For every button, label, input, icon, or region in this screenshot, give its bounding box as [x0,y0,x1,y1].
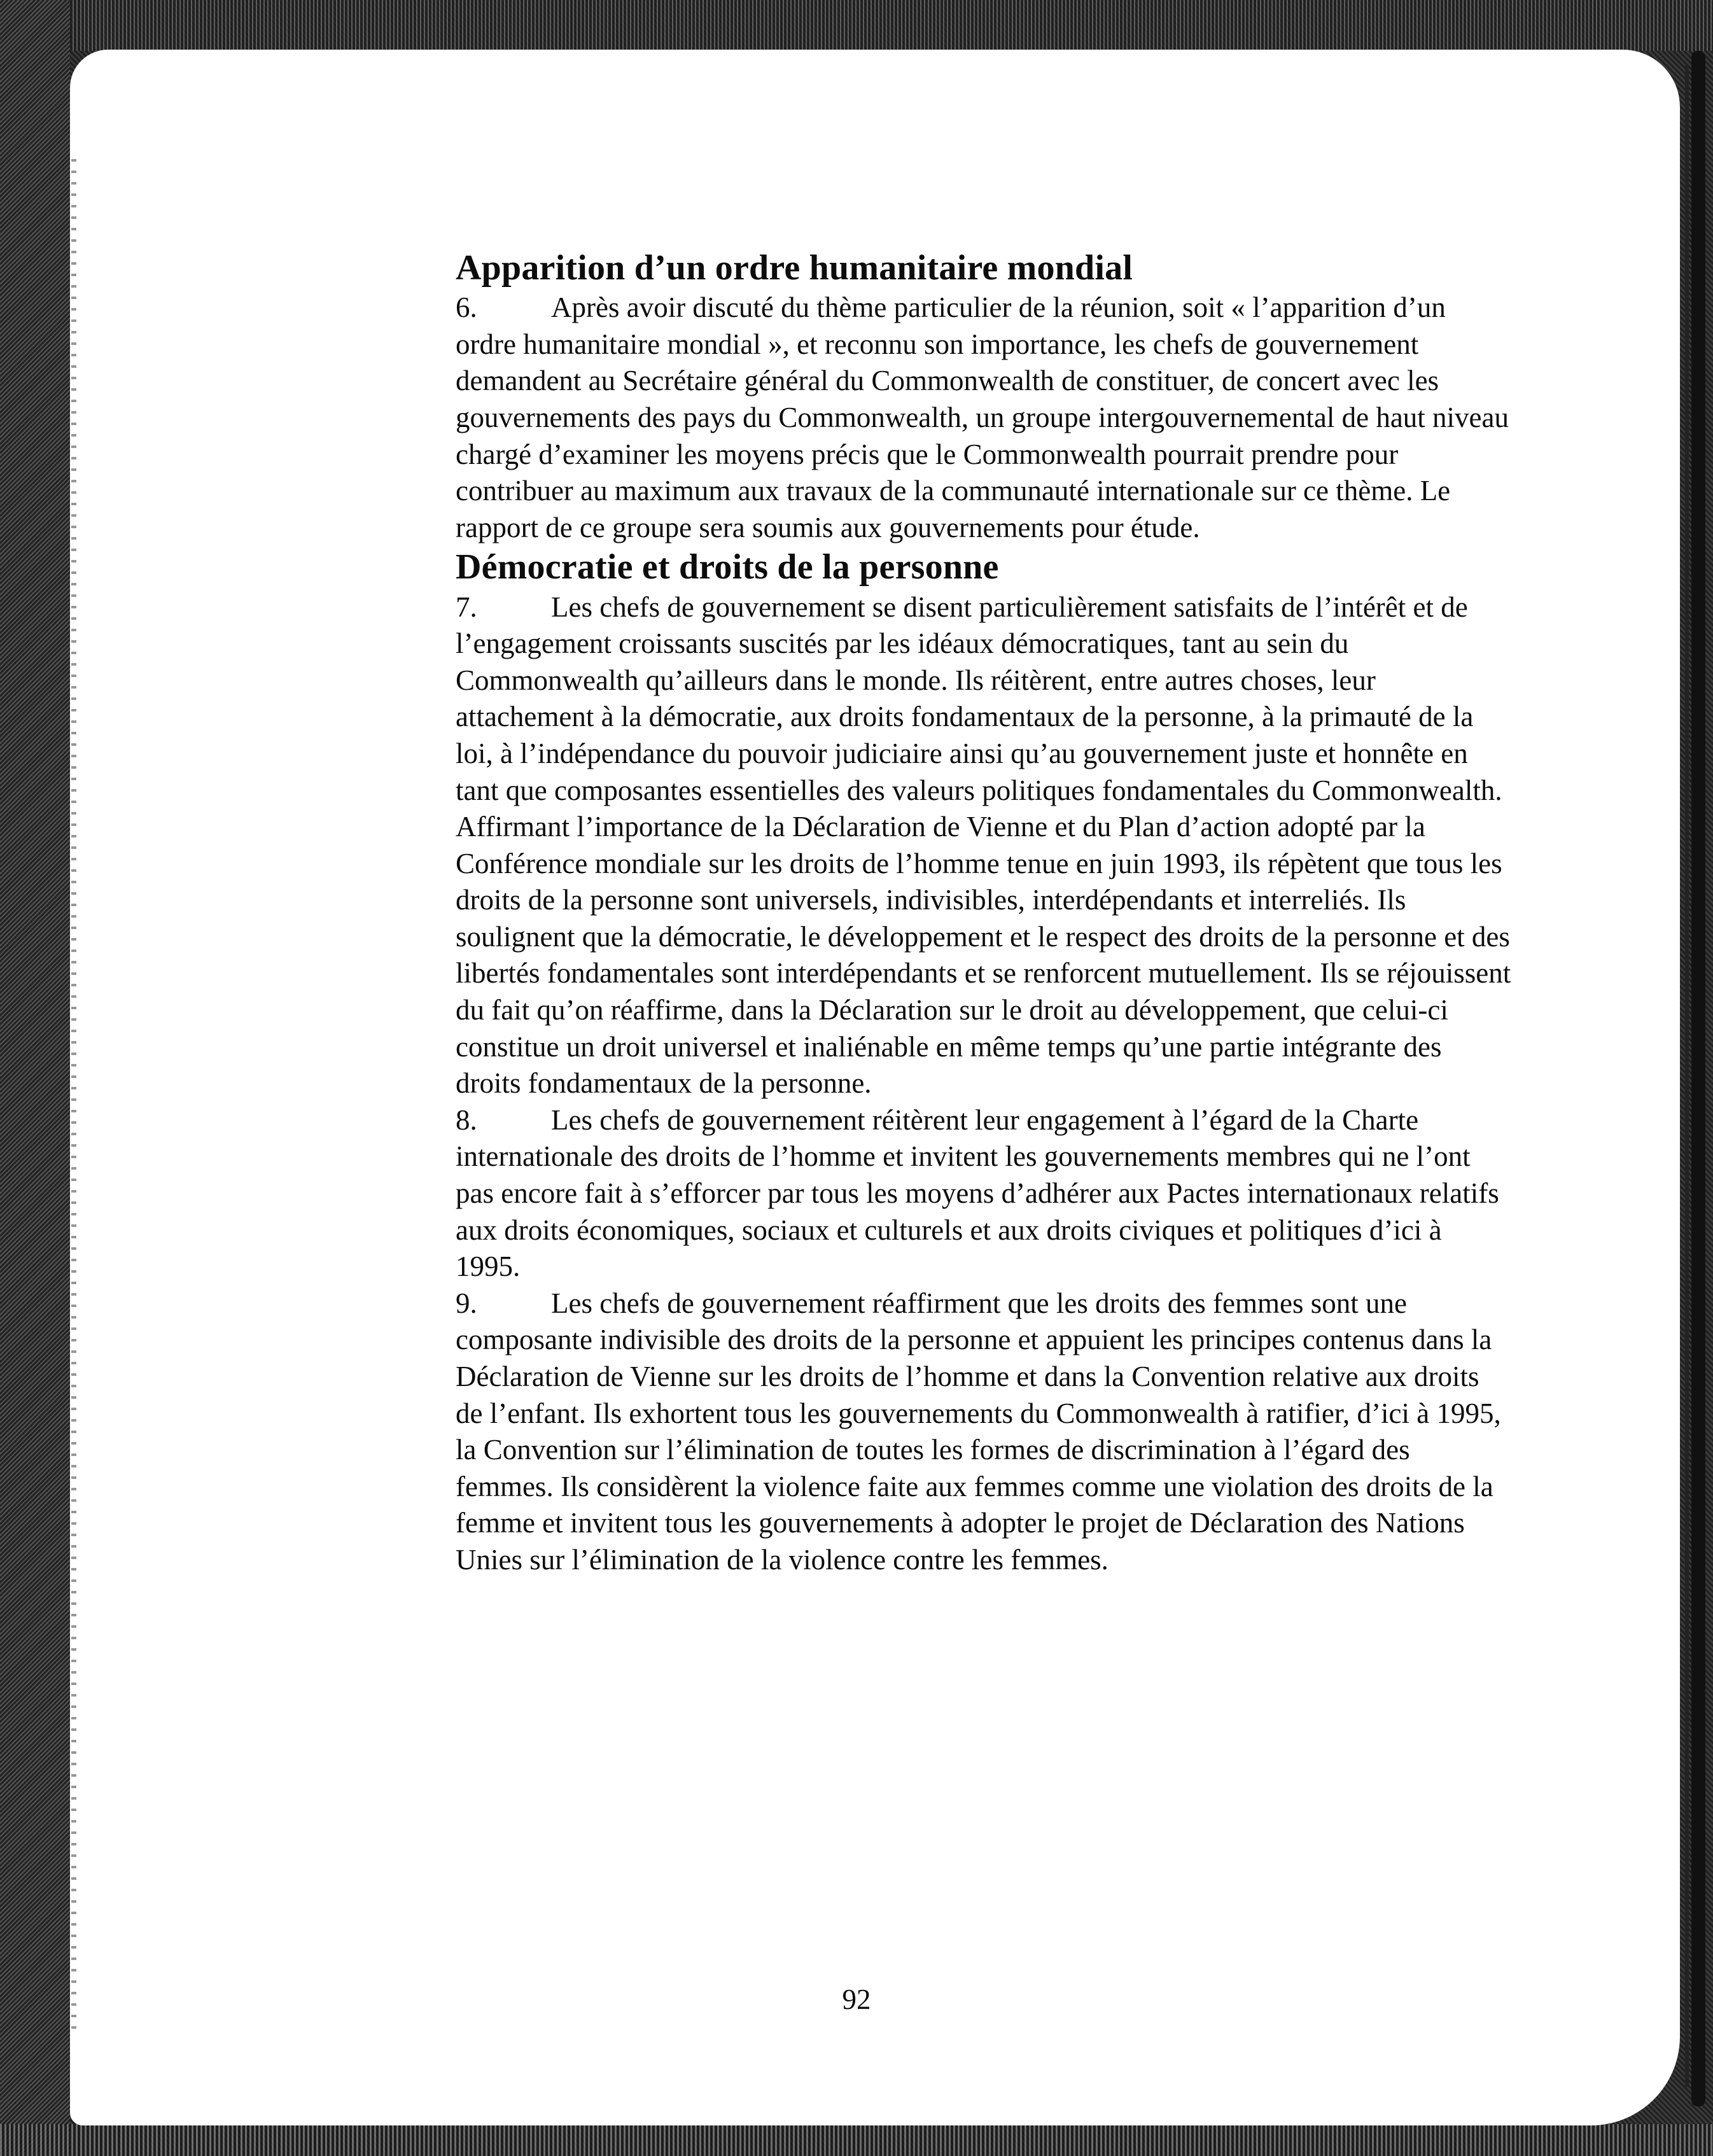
paragraph-number: 8. [456,1103,477,1136]
scan-border-left [0,0,70,2156]
page-number: 92 [842,1984,871,2015]
paragraph-number: 7. [456,591,477,623]
binding-marks [71,159,76,2036]
paragraph-text: Après avoir discuté du thème particulier de la réunion, soit « l’apparition d’un ordre humanitaire mondial », et reconnu son importance, les chefs de gouvernement demandent au Secrétaire général du Commonwealth de constituer, de concert avec les gouvernements des pays du Commonwealth, un groupe intergouvernemental de haut niveau chargé d’examiner les moyens précis que le Commonwealth pourrait prendre pour contribuer au maximum aux travaux de la communauté internationale sur ce thème. Le rapport de ce groupe sera soumis aux gouvernements pour étude. [456,291,1509,543]
scan-border-top [0,0,1713,51]
paragraph-text: Les chefs de gouvernement réaffirment que les droits des femmes sont une composante indivisible des droits de la personne et appuient les principes contenus dans la Déclaration de Vienne sur les droits de l’homme et dans la Convention relative aux droits de l’enfant. Ils exhortent tous les gouvernements du Commonwealth à ratifier, d’ici à 1995, la Convention sur l’élimination de toutes les formes de discrimination à l’égard des femmes. Ils considèrent la violence faite aux femmes comme une violation des droits de la femme et invitent tous les gouvernements à adopter le projet de Déclaration des Nations Unies sur l’élimination de la violence contre les femmes. [456,1287,1501,1576]
paragraph-6 [456,290,1512,546]
paragraph-number: 9. [456,1287,477,1319]
scan-border-bottom [0,2124,1713,2156]
page-edge-shadow [1691,51,1705,2106]
section-heading-democracy-human-rights: Démocratie et droits de la personne [456,547,999,587]
paragraph-number: 6. [456,291,477,324]
document-body [456,247,1512,1579]
paragraph-text: Les chefs de gouvernement réitèrent leur engagement à l’égard de la Charte internationale des droits de l’homme et invitent les gouvernements membres qui ne l’ont pas encore fait à s’efforcer par tous les moyens d’adhérer aux Pactes internationaux relatifs aux droits économiques, sociaux et culturels et aux droits civiques et politiques d’ici à 1995. [456,1103,1499,1283]
paragraph-9 [456,1285,1512,1579]
paragraph-8 [456,1102,1512,1285]
page-edge-line [1685,64,1689,2087]
paragraph-text: Les chefs de gouvernement se disent particulièrement satisfaits de l’intérêt et de l’engagement croissants suscités par les idéaux démocratiques, tant au sein du Commonwealth qu’ailleurs dans le monde. Ils réitèrent, entre autres choses, leur attachement à la démocratie, aux droits fondamentaux de la personne, à la primauté de la loi, à l’indépendance du pouvoir judiciaire ainsi qu’au gouvernement juste et honnête en tant que composantes essentielles des valeurs politiques fondamentales du Commonwealth. Affirmant l’importance de la Déclaration de Vienne et du Plan d’action adopté par la Conférence mondiale sur les droits de l’homme tenue en juin 1993, ils répètent que tous les droits de la personne sont universels, indivisibles, interdépendants et interreliés. Ils soulignent que la démocratie, le développement et le respect des droits de la personne et des libertés fondamentales sont interdépendants et se renforcent mutuellement. Ils se réjouissent du fait qu’on réaffirme, dans la Déclaration sur le droit au développement, que celui-ci constitue un droit universel et inaliénable en même temps qu’une partie intégrante des droits fondamentaux de la personne. [456,591,1511,1100]
section-heading-humanitarian-order: Apparition d’un ordre humanitaire mondial [456,248,1133,288]
paragraph-7 [456,589,1512,1102]
